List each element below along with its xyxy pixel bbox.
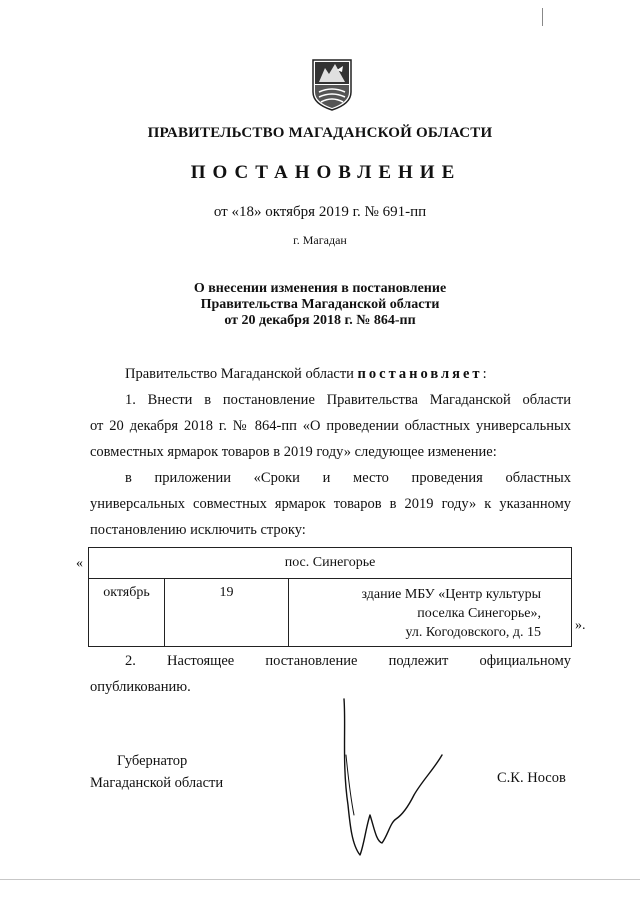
place-line: поселка Синегорье»,: [417, 606, 541, 621]
preamble-verb: постановляет: [357, 366, 483, 382]
document-type-title: ПОСТАНОВЛЕНИЕ: [190, 162, 462, 183]
place-line: здание МБУ «Центр культуры: [361, 587, 541, 602]
subject-line: О внесении изменения в постановление: [193, 281, 447, 296]
place-line: ул. Когодовского, д. 15: [405, 625, 541, 640]
table-cell-place: [289, 579, 572, 647]
signatory-title: [90, 750, 223, 794]
scan-edge-line: [0, 879, 640, 880]
signatory-title-line: Губернатор: [117, 753, 188, 769]
table-cell-day: 19: [165, 579, 289, 647]
table-header-locality: пос. Синегорье: [89, 548, 572, 579]
paragraph-1-line: 1. Внести в постановление Правительства Магаданской области: [125, 392, 571, 408]
preamble-text: Правительство Магаданской области: [125, 366, 354, 382]
handwritten-signature: [330, 695, 490, 865]
paragraph-1-line: универсальных совместных ярмарок товаров в 2019 году» к указанному: [90, 496, 571, 512]
document-date-number: от «18» октября 2019 г. № 691-пп: [213, 204, 427, 220]
table-row: [89, 579, 572, 647]
coat-of-arms-icon: [311, 58, 353, 112]
signatory-name: С.К. Носов: [497, 770, 566, 786]
paragraph-2-line: 2. Настоящее постановление подлежит официальному: [125, 653, 571, 669]
scan-mark: [542, 8, 543, 26]
preamble-colon: :: [482, 366, 487, 382]
subject-line: от 20 декабря 2018 г. № 864-пп: [224, 313, 416, 328]
paragraph-1-line: от 20 декабря 2018 г. № 864-пп «О проведении областных универсальных: [90, 418, 571, 434]
signatory-title-line: Магаданской области: [90, 775, 224, 791]
paragraph-1-line: совместных ярмарок товаров в 2019 году» следующее изменение:: [90, 444, 497, 460]
excluded-row-table: [88, 547, 572, 647]
paragraph-1-line: постановлению исключить строку:: [90, 522, 306, 538]
document-subject: [0, 281, 640, 329]
paragraph-1-line: в приложении «Сроки и место проведения областных: [125, 470, 571, 486]
preamble: [90, 361, 571, 387]
paragraph-2-line: опубликованию.: [90, 679, 191, 695]
organization-title: ПРАВИТЕЛЬСТВО МАГАДАНСКОЙ ОБЛАСТИ: [147, 125, 493, 141]
table-cell-month: октябрь: [89, 579, 165, 647]
document-city: г. Магадан: [293, 233, 347, 247]
subject-line: Правительства Магаданской области: [200, 297, 440, 312]
quote-open: «: [76, 556, 83, 571]
quote-close: ».: [575, 618, 586, 633]
